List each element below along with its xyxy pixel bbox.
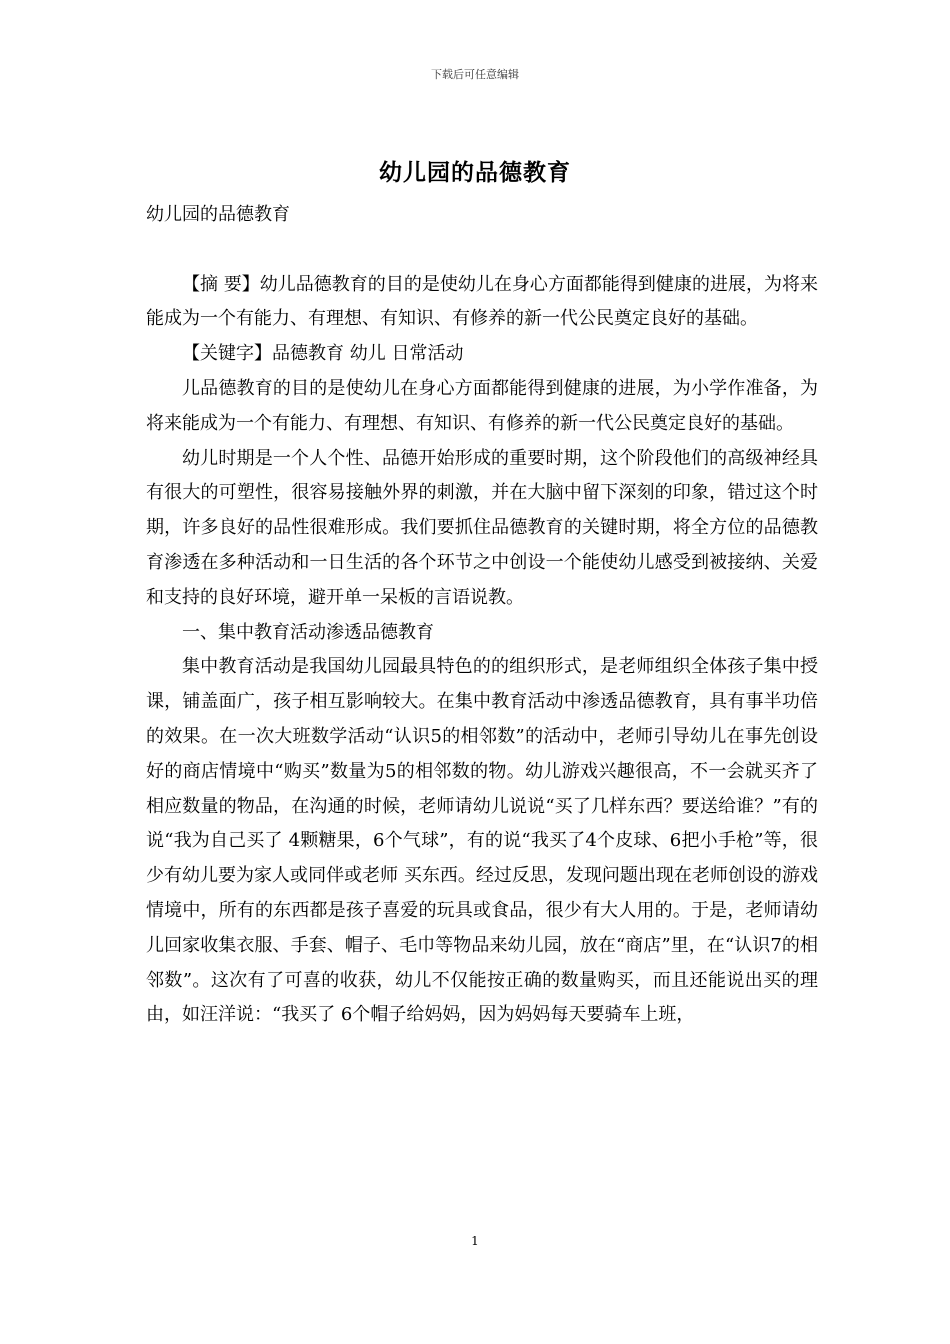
document-title: 幼儿园的品德教育 [379,160,571,186]
keywords-line: 【关键字】品德教育 幼儿 日常活动 [182,343,464,365]
header-note: 下载后可任意编辑 [431,68,519,81]
document-body [146,198,818,1033]
body-paragraph: 儿品德教育的目的是使幼儿在身心方面都能得到健康的进展，为小学作准备，为将来能成为一个有能力、有理想、有知识、有修养的新一代公民奠定良好的基础。 [146,377,818,434]
body-paragraph: 幼儿时期是一个人个性、品德开始形成的重要时期，这个阶段他们的高级神经具有很大的可塑性，很容易接触外界的刺激，并在大脑中留下深刻的印象，错过这个时期，许多良好的品性很难形成。我们要抓住品德教育的关键时期，将全方位的品德教育渗透在多种活动和一日生活的各个环节之中创设一个能使幼儿感受到被接纳、关爱和支持的良好环境，避开单一呆板的言语说教。 [146,447,818,608]
document-subtitle: 幼儿园的品德教育 [146,204,290,225]
section-paragraph: 集中教育活动是我国幼儿园最具特色的的组织形式，是老师组织全体孩子集中授课，铺盖面广，孩子相互影响较大。在集中教育活动中渗透品德教育，具有事半功倍的效果。在一次大班数学活动“认识5的相邻数”的活动中，老师引导幼儿在事先创设好的商店情境中“购买”数量为5的相邻数的物。幼儿游戏兴趣很高，不一会就买齐了相应数量的物品，在沟通的时候，老师请幼儿说说“买了几样东西？要送给谁？”有的说“我为自己买了 4颗糖果，6个气球”，有的说“我买了4个皮球、6把小手枪”等，很少有幼儿要为家人或同伴或老师 买东西。经过反思，发现问题出现在老师创设的游戏情境中，所有的东西都是孩子喜爱的玩具或食品，很少有大人用的。于是，老师请幼儿回家收集衣服、手套、帽子、毛巾等物品来幼儿园，放在“商店”里，在“认识7的相邻数”。这次有了可喜的收获，幼儿不仅能按正确的数量购买，而且还能说出买的理由，如汪洋说：“我买了 6个帽子给妈妈，因为妈妈每天要骑车上班， [146,656,818,1026]
page-number: 1 [471,1234,479,1248]
abstract-paragraph: 【摘 要】幼儿品德教育的目的是使幼儿在身心方面都能得到健康的进展，为将来能成为一个有能力、有理想、有知识、有修养的新一代公民奠定良好的基础。 [146,273,818,330]
section-heading: 一、集中教育活动渗透品德教育 [182,621,434,643]
